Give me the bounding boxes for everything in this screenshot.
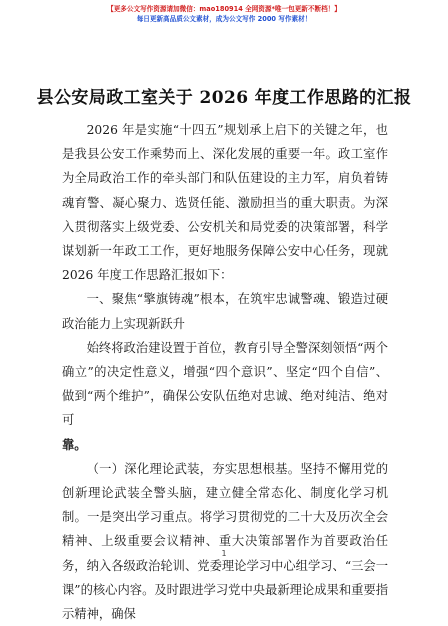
banner-line-2: 每日更新高品质公文素材，成为公文写作 2000 写作素材！: [136, 15, 312, 23]
banner-line-1: 【更多公文写作资源请加微信：mao180914 全网资源*唯一包更新不断档！】: [107, 5, 341, 13]
section-paragraph-1-end: 靠。: [62, 436, 87, 452]
subsection-paragraph-1: （一）深化理论武装，夯实思想根基。坚持不懈用党的创新理论武装全警头脑，建立健全常态化、制度化学习机制。一是突出学习重点。将学习贯彻党的二十大及历次全会精神、上级重要会议精神、重大决策部署作为首要政治任务，纳入各级政治轮训、党委理论学习中心组学习、“三会一课”的核心内容。及时跟进学习党中央最新理论成果和重要指示精神，确保: [62, 461, 389, 622]
document-title: 县公安局政工室关于 2026 年度工作思路的汇报: [36, 88, 412, 108]
header-banner: [0, 4, 448, 24]
page-number: 1: [221, 549, 227, 558]
section-heading-1: 一、聚焦“擎旗铸魂”根本，在筑牢忠诚警魂、锻造过硬政治能力上实现新跃升: [62, 292, 388, 331]
intro-paragraph: 2026 年是实施“十四五”规划承上启下的关键之年，也是我县公安工作乘势而上、深化发展的重要一年。政工室作为全局政治工作的牵头部门和队伍建设的主力军，肩负着铸魂育警、凝心聚力、选贤任能、激励担当的重大职责。为深入贯彻落实上级党委、公安机关和局党委的决策部署，科学谋划新一年政工工作，更好地服务保障公安中心任务，现就 2026 年度工作思路汇报如下：: [62, 123, 388, 283]
section-paragraph-1: 始终将政治建设置于首位，教育引导全警深刻领悟“两个确立”的决定性意义，增强“四个意识”、坚定“四个自信”、做到“两个维护”，确保公安队伍绝对忠诚、绝对纯洁、绝对可: [62, 340, 389, 428]
